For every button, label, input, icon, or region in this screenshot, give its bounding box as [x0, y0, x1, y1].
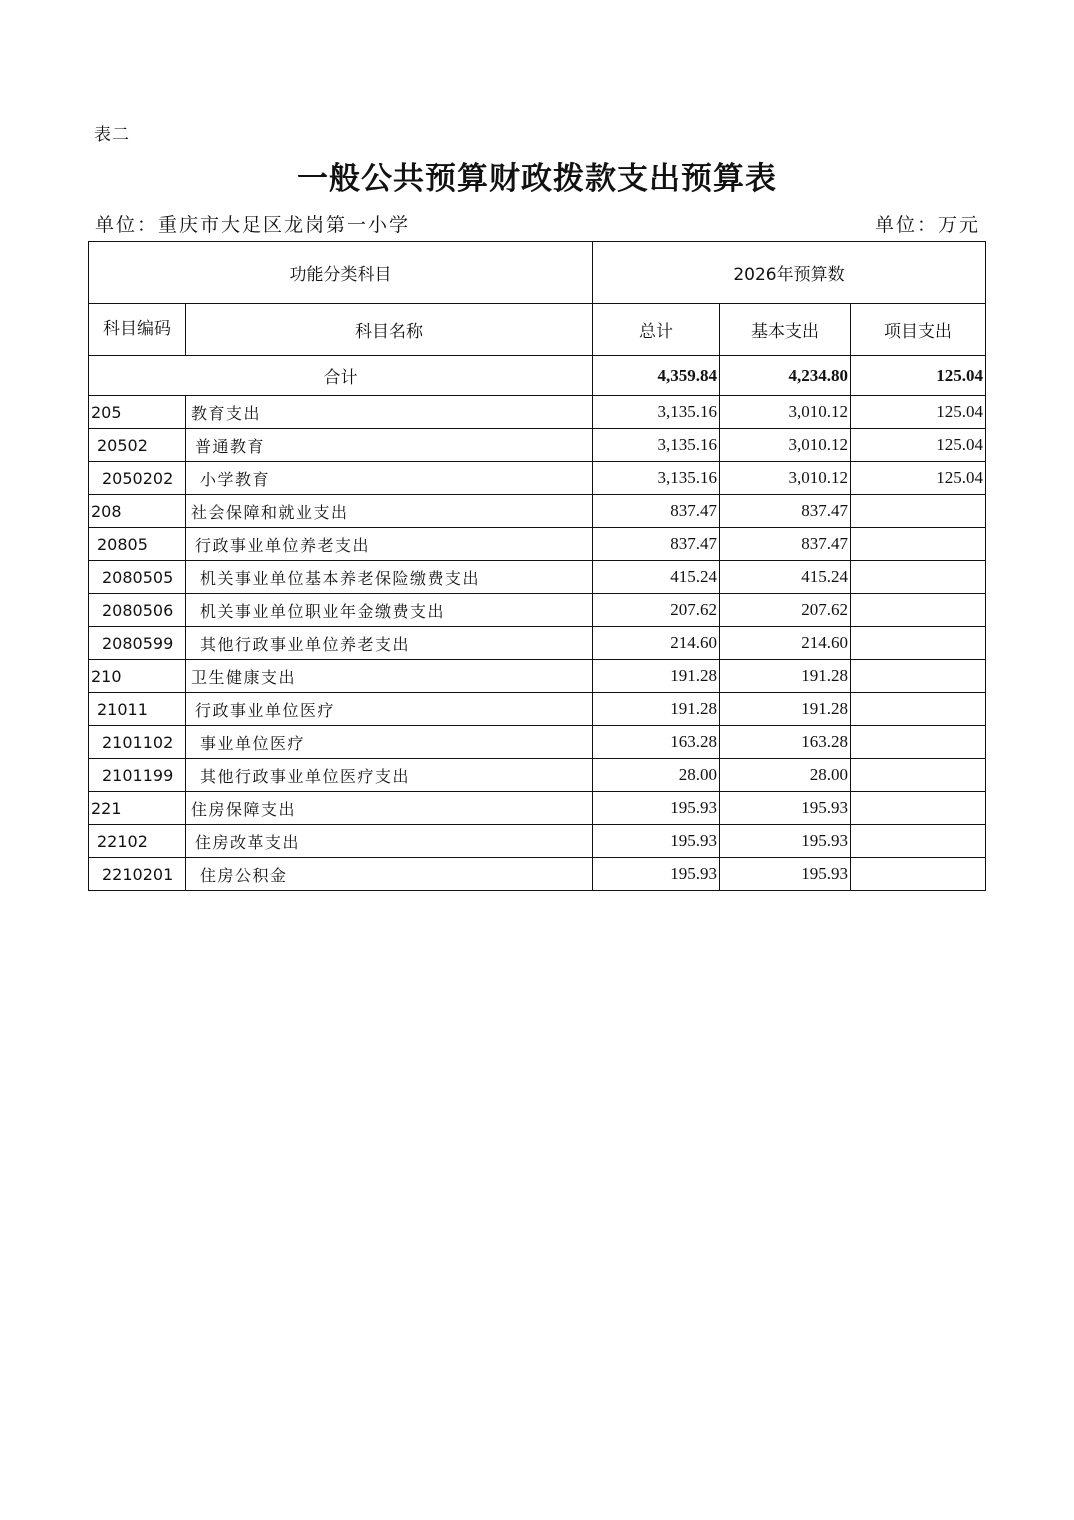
row-total: 214.60 — [593, 627, 720, 660]
row-name: 社会保障和就业支出 — [186, 495, 593, 528]
table-row — [89, 462, 986, 495]
table-row — [89, 594, 986, 627]
row-name: 住房公积金 — [186, 858, 593, 891]
row-code: 21011 — [89, 693, 186, 726]
row-code: 20502 — [89, 429, 186, 462]
row-code: 210 — [89, 660, 186, 693]
table-row — [89, 495, 986, 528]
row-code: 2080505 — [89, 561, 186, 594]
budget-table — [88, 241, 986, 891]
table-row — [89, 660, 986, 693]
row-total: 207.62 — [593, 594, 720, 627]
row-total: 837.47 — [593, 528, 720, 561]
row-code: 2080506 — [89, 594, 186, 627]
row-project: 125.04 — [851, 396, 986, 429]
table-row — [89, 561, 986, 594]
header-name: 科目名称 — [186, 304, 593, 356]
row-project — [851, 627, 986, 660]
header-row-2 — [89, 304, 986, 356]
row-code: 2210201 — [89, 858, 186, 891]
row-project: 125.04 — [851, 429, 986, 462]
header-project: 项目支出 — [851, 304, 986, 356]
table-row — [89, 396, 986, 429]
total-label: 合计 — [89, 356, 593, 396]
page-title: 一般公共预算财政拨款支出预算表 — [297, 161, 777, 197]
row-code: 22102 — [89, 825, 186, 858]
row-name: 教育支出 — [186, 396, 593, 429]
row-code: 2080599 — [89, 627, 186, 660]
header-row-1 — [89, 242, 986, 304]
row-basic: 207.62 — [720, 594, 851, 627]
row-name: 行政事业单位医疗 — [186, 693, 593, 726]
row-total: 415.24 — [593, 561, 720, 594]
row-basic: 163.28 — [720, 726, 851, 759]
header-code: 科目编码 — [89, 304, 186, 356]
row-name: 其他行政事业单位医疗支出 — [186, 759, 593, 792]
currency-unit: 单位：万元 — [874, 214, 980, 236]
row-total: 191.28 — [593, 693, 720, 726]
header-total: 总计 — [593, 304, 720, 356]
row-name: 行政事业单位养老支出 — [186, 528, 593, 561]
table-row — [89, 726, 986, 759]
row-project — [851, 561, 986, 594]
row-project — [851, 693, 986, 726]
row-code: 20805 — [89, 528, 186, 561]
row-name: 住房改革支出 — [186, 825, 593, 858]
row-total: 28.00 — [593, 759, 720, 792]
row-basic: 191.28 — [720, 660, 851, 693]
header-function-category: 功能分类科目 — [89, 242, 593, 304]
row-project — [851, 528, 986, 561]
table-row — [89, 792, 986, 825]
organization-unit: 单位：重庆市大足区龙岗第一小学 — [95, 214, 411, 236]
header-year-budget: 2026年预算数 — [593, 242, 986, 304]
row-code: 221 — [89, 792, 186, 825]
row-project — [851, 759, 986, 792]
row-project — [851, 792, 986, 825]
row-total: 195.93 — [593, 825, 720, 858]
row-project — [851, 594, 986, 627]
row-basic: 3,010.12 — [720, 462, 851, 495]
row-project — [851, 858, 986, 891]
table-row — [89, 528, 986, 561]
row-basic: 214.60 — [720, 627, 851, 660]
row-project — [851, 495, 986, 528]
row-code: 205 — [89, 396, 186, 429]
row-name: 卫生健康支出 — [186, 660, 593, 693]
row-total: 3,135.16 — [593, 396, 720, 429]
total-row — [89, 356, 986, 396]
table-row — [89, 759, 986, 792]
row-basic: 28.00 — [720, 759, 851, 792]
row-total: 3,135.16 — [593, 429, 720, 462]
row-name: 机关事业单位职业年金缴费支出 — [186, 594, 593, 627]
total-basic: 4,234.80 — [720, 356, 851, 396]
row-code: 2050202 — [89, 462, 186, 495]
table-row — [89, 429, 986, 462]
row-total: 3,135.16 — [593, 462, 720, 495]
row-code: 2101199 — [89, 759, 186, 792]
row-basic: 195.93 — [720, 858, 851, 891]
row-code: 2101102 — [89, 726, 186, 759]
row-basic: 195.93 — [720, 792, 851, 825]
row-project — [851, 825, 986, 858]
row-basic: 3,010.12 — [720, 396, 851, 429]
row-name: 机关事业单位基本养老保险缴费支出 — [186, 561, 593, 594]
row-project — [851, 726, 986, 759]
row-basic: 3,010.12 — [720, 429, 851, 462]
total-total: 4,359.84 — [593, 356, 720, 396]
row-name: 其他行政事业单位养老支出 — [186, 627, 593, 660]
row-project — [851, 660, 986, 693]
total-project: 125.04 — [851, 356, 986, 396]
row-total: 837.47 — [593, 495, 720, 528]
row-total: 163.28 — [593, 726, 720, 759]
table-row — [89, 693, 986, 726]
row-name: 事业单位医疗 — [186, 726, 593, 759]
table-row — [89, 627, 986, 660]
table-row — [89, 858, 986, 891]
row-basic: 191.28 — [720, 693, 851, 726]
row-basic: 837.47 — [720, 528, 851, 561]
row-total: 191.28 — [593, 660, 720, 693]
row-name: 住房保障支出 — [186, 792, 593, 825]
header-basic: 基本支出 — [720, 304, 851, 356]
row-total: 195.93 — [593, 792, 720, 825]
row-project: 125.04 — [851, 462, 986, 495]
sheet-label: 表二 — [94, 125, 130, 145]
row-name: 普通教育 — [186, 429, 593, 462]
row-basic: 415.24 — [720, 561, 851, 594]
row-name: 小学教育 — [186, 462, 593, 495]
row-basic: 195.93 — [720, 825, 851, 858]
table-row — [89, 825, 986, 858]
row-code: 208 — [89, 495, 186, 528]
row-basic: 837.47 — [720, 495, 851, 528]
row-total: 195.93 — [593, 858, 720, 891]
